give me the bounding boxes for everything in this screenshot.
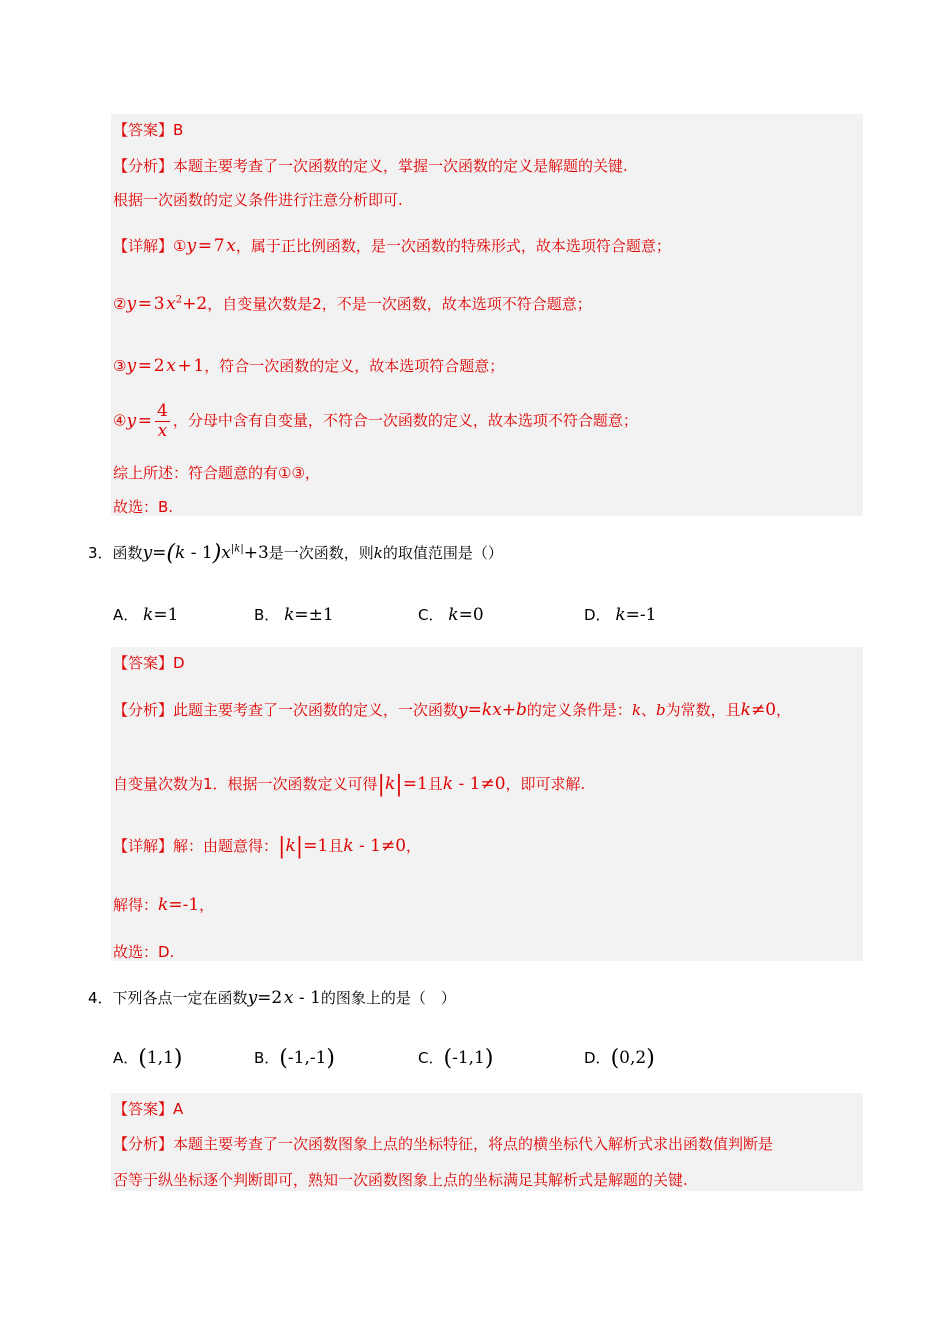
q3-analysis-line	[113, 699, 791, 720]
option-label: C．	[418, 606, 444, 624]
answer-value: D	[173, 654, 185, 672]
option-value: k=1	[143, 605, 179, 625]
item-formula: y = 3 $x^2+2$	[126, 294, 208, 314]
q3-answer-line	[113, 652, 185, 673]
item-mark: ④	[113, 411, 127, 430]
detail-cond: k - 1≠0	[343, 836, 407, 856]
detail-and: 且	[328, 837, 344, 855]
option-label: A．	[113, 606, 139, 624]
answer-tag: 【答案】	[113, 1100, 174, 1118]
stem-formula: $y=(k - 1)x^{|k|}+3$	[142, 541, 269, 566]
answer-value: B	[173, 121, 184, 139]
q4-option-a[interactable]	[113, 1046, 183, 1071]
item-comment: ，属于正比例函数，是一次函数的特殊形式，故本选项符合题意；	[235, 237, 671, 255]
q3-option-c[interactable]	[418, 604, 484, 625]
option-value: k=0	[448, 605, 484, 625]
analysis-pre: 此题主要考查了一次函数的定义，一次函数	[173, 701, 459, 719]
stem-pre: 函数	[112, 544, 143, 562]
q4-option-c[interactable]	[418, 1046, 493, 1071]
stem-post: 的图象上的是（ ）	[320, 989, 456, 1007]
solve-formula: k=-1	[158, 895, 200, 915]
item-formula: y = 2 x + 1	[126, 356, 205, 376]
q3-option-a[interactable]	[113, 604, 178, 625]
q3-stem	[88, 541, 503, 566]
q4-analysis-line-2: 否等于纵坐标逐个判断即可，熟知一次函数图象上点的坐标满足其解析式是解题的关键.	[113, 1171, 688, 1189]
q4-option-d[interactable]	[584, 1046, 655, 1071]
q2-conclusion: 故选：B.	[113, 498, 174, 516]
analysis-line2-post: ，即可求解.	[505, 775, 586, 793]
analysis-tag: 【分析】	[113, 157, 174, 175]
q3-conclusion: 故选：D.	[113, 943, 175, 961]
stem-mid: 是一次函数，则	[268, 544, 374, 562]
q2-analysis-line-2: 根据一次函数的定义条件进行注意分析即可.	[113, 191, 403, 209]
q4-stem	[88, 987, 456, 1008]
analysis-text: 本题主要考查了一次函数图象上点的坐标特征，将点的横坐标代入解析式求出函数值判断是	[173, 1135, 774, 1153]
detail-end: ，	[406, 837, 422, 855]
analysis-cond: k≠0	[740, 700, 777, 720]
option-label: B．	[254, 606, 280, 624]
q2-detail-item-1	[113, 235, 671, 256]
analysis-line2-cond: k - 1≠0	[442, 774, 506, 794]
item-mark: ③	[113, 357, 127, 375]
q4-option-b[interactable]	[254, 1046, 335, 1071]
analysis-const: 为常数，且	[665, 701, 741, 719]
detail-tag: 【详解】	[113, 237, 174, 255]
q2-detail-item-3	[113, 355, 504, 376]
analysis-end: ，	[776, 701, 792, 719]
item-mark: ①	[173, 237, 187, 255]
option-value: k=-1	[615, 605, 657, 625]
stem-var: k	[373, 544, 383, 562]
option-value: (0,2)	[610, 1046, 655, 1071]
option-label: C．	[418, 1049, 444, 1067]
option-value: (1,1)	[138, 1046, 183, 1071]
analysis-text: 本题主要考查了一次函数的定义，掌握一次函数的定义是解题的关键.	[173, 157, 628, 175]
analysis-formula: y=kx+b	[458, 700, 527, 720]
q4-analysis-line	[113, 1133, 773, 1154]
analysis-line2-and: 且	[427, 775, 443, 793]
item-mark: ②	[113, 295, 127, 313]
q4-answer-line	[113, 1098, 183, 1119]
question-number: 4．	[88, 989, 113, 1007]
analysis-mid: 的定义条件是：	[526, 701, 632, 719]
q3-solve-line	[113, 894, 214, 915]
q3-analysis-line-2	[113, 772, 585, 797]
item-comment: ，分母中含有自变量，不符合一次函数的定义，故本选项不符合题意；	[172, 411, 638, 430]
q2-detail-item-2	[113, 293, 592, 314]
q3-option-d[interactable]	[584, 604, 656, 625]
option-value: (-1,-1)	[279, 1046, 336, 1071]
option-label: B．	[254, 1049, 280, 1067]
item-formula: y = 7 x	[186, 236, 236, 256]
stem-pre: 下列各点一定在函数	[112, 989, 248, 1007]
question-number: 3．	[88, 544, 113, 562]
option-value: k=±1	[284, 605, 334, 625]
option-label: D．	[584, 606, 611, 624]
detail-tag: 【详解】	[113, 837, 174, 855]
q2-answer-line	[113, 119, 183, 140]
option-label: A．	[113, 1049, 139, 1067]
q2-detail-item-4	[113, 402, 638, 440]
answer-tag: 【答案】	[113, 654, 174, 672]
item-comment: ，符合一次函数的定义，故本选项符合题意；	[204, 357, 505, 375]
item-comment: ，自变量次数是2，不是一次函数，故本选项不符合题意；	[207, 295, 592, 313]
item-formula: y = $\frac{4}{x}$	[126, 401, 168, 441]
analysis-sep: 、	[641, 701, 657, 719]
analysis-line2-pre: 自变量次数为1．根据一次函数定义可得	[113, 775, 378, 793]
stem-formula: y=2 x - 1	[247, 988, 321, 1008]
answer-value: A	[173, 1100, 184, 1118]
analysis-line2-abs: |k|=1	[377, 772, 428, 797]
q2-summary: 综上所述：符合题意的有①③，	[113, 464, 320, 482]
analysis-k: k	[631, 701, 642, 719]
analysis-tag: 【分析】	[113, 1135, 174, 1153]
detail-pre: 解：由题意得：	[173, 837, 279, 855]
detail-abs: |k|=1	[278, 834, 329, 859]
answer-tag: 【答案】	[113, 121, 174, 139]
q3-detail-line	[113, 834, 421, 859]
solve-pre: 解得：	[113, 896, 159, 914]
option-label: D．	[584, 1049, 611, 1067]
q3-answer-box	[111, 647, 863, 961]
analysis-tag: 【分析】	[113, 701, 174, 719]
option-value: (-1,1)	[443, 1046, 494, 1071]
solve-end: ，	[199, 896, 215, 914]
stem-post: 的取值范围是（）	[382, 544, 503, 562]
q2-analysis-line	[113, 155, 628, 176]
q3-option-b[interactable]	[254, 604, 334, 625]
analysis-b: b	[656, 701, 666, 719]
